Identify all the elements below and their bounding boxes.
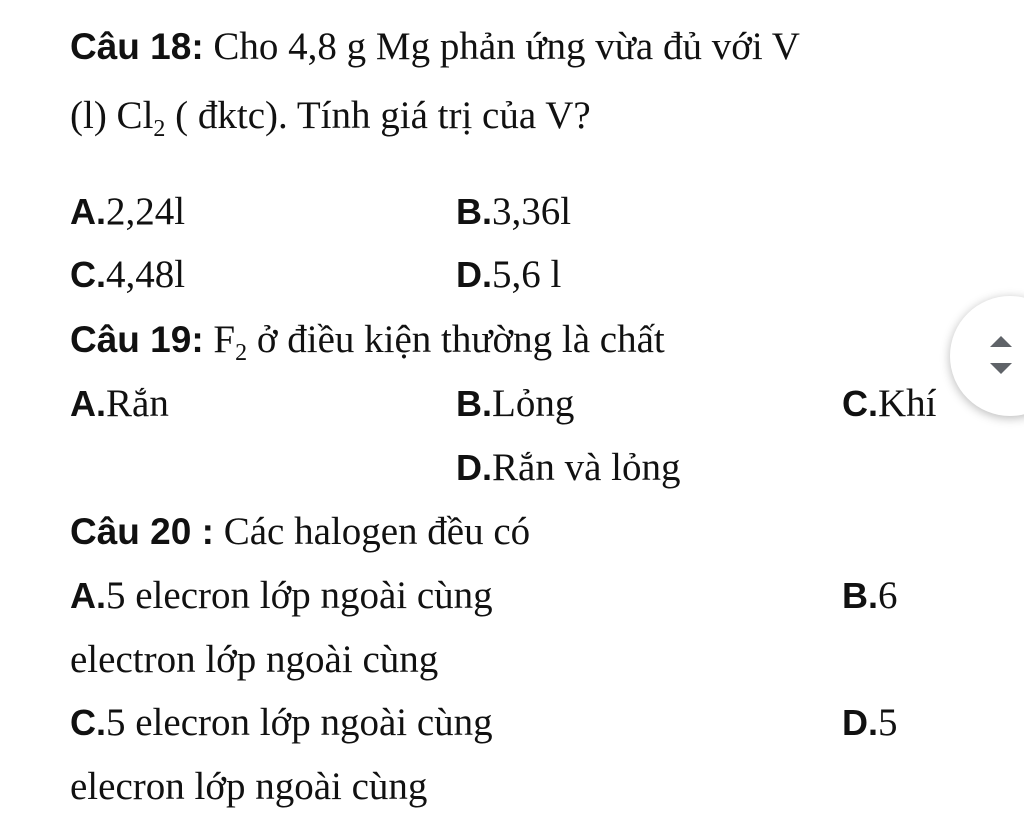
option-text: 5 elecron lớp ngoài cùng — [106, 701, 493, 744]
q18-subscript: 2 — [153, 116, 166, 142]
option-letter: B. — [842, 575, 878, 616]
option-text: elecron lớp ngoài cùng — [70, 765, 428, 808]
option-text: 2,24l — [106, 190, 186, 233]
q20-label: Câu 20 : — [70, 511, 214, 552]
q19-option-c — [842, 381, 937, 427]
q19-line — [70, 317, 665, 366]
q18-text-line2-pre: (l) Cl — [70, 94, 154, 137]
q20-option-d — [842, 700, 898, 746]
option-text: 5,6 l — [492, 253, 562, 296]
option-text: 5 elecron lớp ngoài cùng — [106, 574, 493, 617]
q18-option-d — [456, 252, 561, 298]
option-letter: D. — [456, 254, 492, 295]
option-letter: A. — [70, 383, 106, 424]
q18-option-a — [70, 189, 185, 235]
q20-option-a — [70, 573, 493, 619]
option-letter: A. — [70, 191, 106, 232]
q18-text-line1: Cho 4,8 g Mg phản ứng vừa đủ với V — [203, 25, 800, 68]
q19-text-post: ở điều kiện thường là chất — [247, 318, 665, 361]
option-text: Rắn và lỏng — [492, 446, 681, 489]
option-text: Lỏng — [492, 382, 575, 425]
option-letter: D. — [842, 702, 878, 743]
option-text: 6 — [878, 574, 898, 617]
q19-subscript: 2 — [235, 340, 248, 366]
q18-text-line2-post: ( đktc). Tính giá trị của V? — [165, 94, 591, 137]
q20-option-b-continued — [70, 637, 438, 683]
option-letter: C. — [70, 254, 106, 295]
q18-option-c — [70, 252, 185, 298]
option-letter: A. — [70, 575, 106, 616]
q19-option-b — [456, 381, 574, 427]
scroll-navigation-button[interactable] — [950, 296, 1024, 416]
option-letter: B. — [456, 383, 492, 424]
chevron-up-icon[interactable] — [990, 336, 1012, 347]
q18-line1 — [70, 24, 800, 70]
option-text: Rắn — [106, 382, 169, 425]
option-letter: D. — [456, 447, 492, 488]
option-letter: C. — [70, 702, 106, 743]
chevron-down-icon[interactable] — [990, 363, 1012, 374]
q19-text-pre: F — [203, 318, 236, 361]
option-text: electron lớp ngoài cùng — [70, 638, 439, 681]
q18-option-b — [456, 189, 571, 235]
q19-option-a — [70, 381, 169, 427]
option-text: Khí — [878, 382, 937, 425]
q20-line — [70, 509, 530, 555]
q18-label: Câu 18: — [70, 26, 204, 67]
q19-label: Câu 19: — [70, 319, 204, 360]
q20-text: Các halogen đều có — [213, 510, 531, 553]
q20-option-d-continued — [70, 764, 427, 810]
option-text: 3,36l — [492, 190, 572, 233]
option-text: 5 — [878, 701, 898, 744]
q19-option-d — [456, 445, 680, 491]
option-letter: B. — [456, 191, 492, 232]
q20-option-c — [70, 700, 493, 746]
q20-option-b — [842, 573, 898, 619]
option-letter: C. — [842, 383, 878, 424]
option-text: 4,48l — [106, 253, 186, 296]
q18-line2 — [70, 93, 591, 142]
